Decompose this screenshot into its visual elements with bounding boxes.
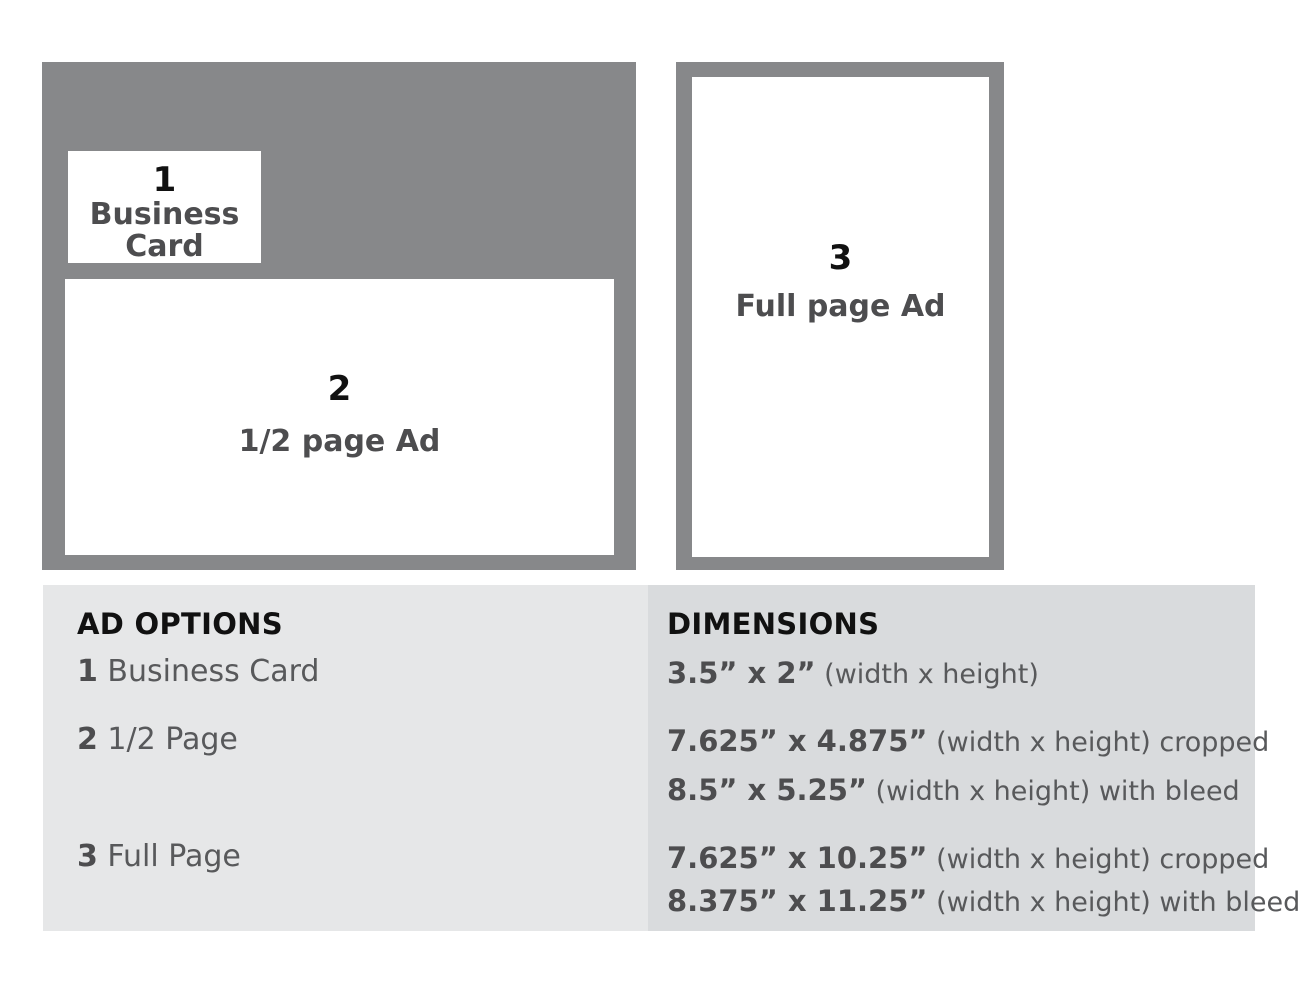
dimension-desc: (width x height) [824, 659, 1039, 690]
full-page-box [692, 77, 989, 557]
dimension-size: 3.5” x 2” [667, 656, 816, 690]
ad-option-label: 1/2 Page [107, 722, 238, 757]
half-page-number: 2 [327, 369, 352, 409]
ad-option-number: 1 [77, 654, 98, 689]
ad-option-row [77, 722, 238, 757]
ad-option-row [77, 839, 241, 874]
dimension-line [667, 884, 1300, 918]
dimension-size: 7.625” x 10.25” [667, 841, 928, 875]
dimension-line [667, 773, 1240, 807]
business-card-box [68, 151, 261, 263]
dimension-line [667, 841, 1269, 875]
ad-option-number: 3 [77, 839, 98, 874]
dimension-size: 8.375” x 11.25” [667, 884, 928, 918]
dimension-desc: (width x height) with bleed [936, 887, 1300, 918]
business-card-label-line2: Card [125, 228, 204, 264]
ad-option-row [77, 654, 319, 689]
full-page-label: Full page Ad [735, 289, 946, 324]
dimension-line [667, 724, 1269, 758]
dimension-desc: (width x height) with bleed [875, 776, 1240, 807]
dimension-desc: (width x height) cropped [936, 727, 1270, 758]
ad-option-number: 2 [77, 722, 98, 757]
full-page-number: 3 [828, 238, 853, 278]
ad-option-label: Full Page [107, 839, 241, 874]
dimension-size: 8.5” x 5.25” [667, 773, 867, 807]
half-page-box [65, 279, 614, 555]
business-card-label-line1: Business [89, 197, 240, 232]
ad-options-header: AD OPTIONS [77, 607, 283, 641]
dimensions-header: DIMENSIONS [667, 607, 880, 641]
dimension-line [667, 656, 1039, 690]
half-page-label: 1/2 page Ad [238, 424, 441, 459]
ad-option-label: Business Card [107, 654, 320, 689]
dimension-desc: (width x height) cropped [936, 844, 1270, 875]
dimension-size: 7.625” x 4.875” [667, 724, 928, 758]
business-card-number: 1 [152, 160, 177, 200]
